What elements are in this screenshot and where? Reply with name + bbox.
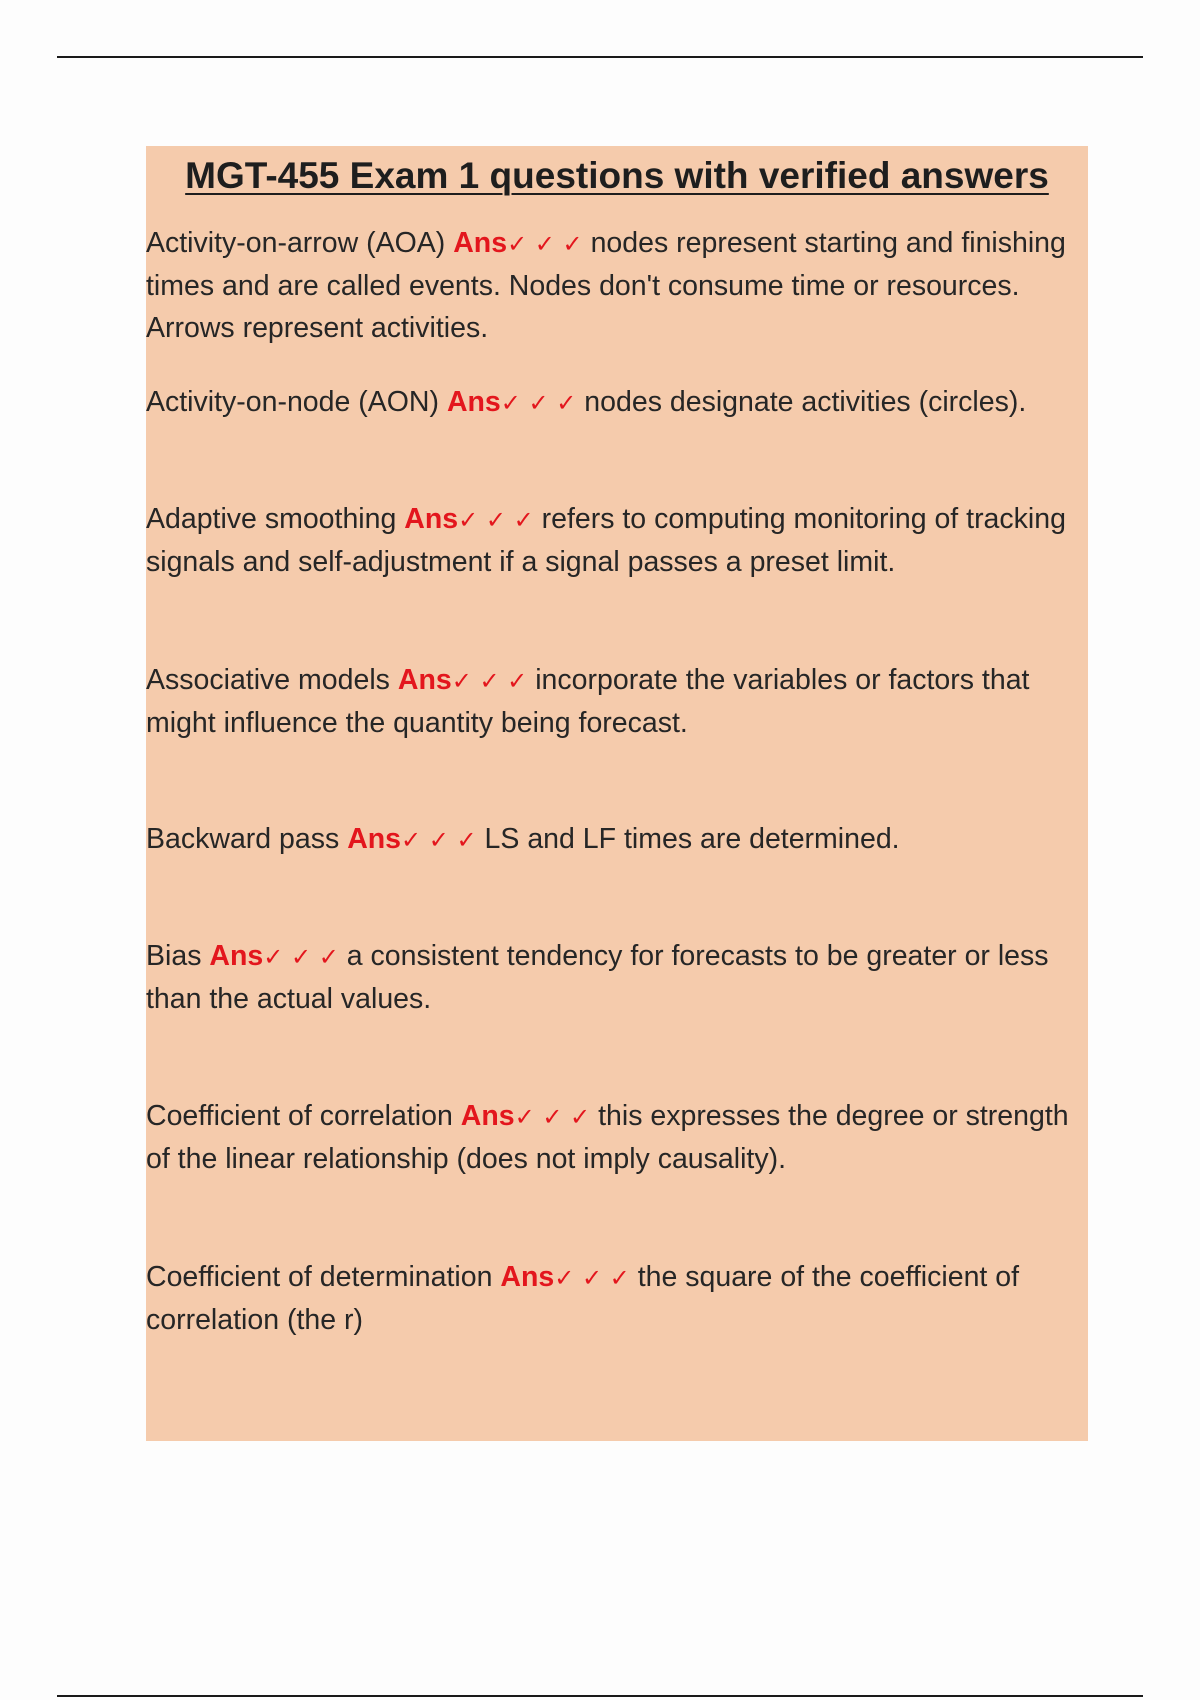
qa-definition: this expresses the degree or strength of the linear relationship (does not imply causality).: [146, 1100, 1069, 1175]
check-marks: ✓ ✓ ✓: [500, 389, 577, 417]
qa-item: [146, 498, 1081, 583]
answer-marker: Ans: [500, 1261, 555, 1293]
answer-marker: Ans: [347, 823, 402, 855]
footer-rule: [57, 1695, 1143, 1697]
check-marks: ✓ ✓ ✓: [451, 667, 528, 695]
answer-marker: Ans: [446, 386, 501, 418]
qa-item: [146, 1095, 1081, 1180]
qa-definition: incorporate the variables or factors that might influence the quantity being forecast.: [146, 664, 1030, 739]
qa-item: [146, 659, 1081, 744]
qa-item: [146, 222, 1081, 349]
check-marks: ✓ ✓ ✓: [458, 506, 534, 534]
check-marks: ✓ ✓ ✓: [514, 1103, 591, 1131]
qa-item: [146, 935, 1081, 1020]
answer-marker: Ans: [397, 664, 452, 696]
answer-marker: Ans: [209, 940, 264, 972]
check-marks: ✓ ✓ ✓: [263, 943, 339, 971]
qa-term: Backward pass: [146, 823, 340, 855]
qa-item: [146, 381, 1081, 424]
qa-term: Adaptive smoothing: [146, 503, 397, 535]
header-rule: [57, 56, 1143, 58]
qa-definition: nodes designate activities (circles).: [584, 386, 1027, 418]
answer-marker: Ans: [460, 1100, 515, 1132]
document-title: MGT-455 Exam 1 questions with verified answers: [185, 155, 1049, 196]
answer-marker: Ans: [404, 503, 459, 535]
qa-definition: a consistent tendency for forecasts to be greater or less than the actual values.: [146, 940, 1049, 1015]
qa-definition: nodes represent starting and finishing times and are called events. Nodes don't consume time or resources. Arrows represent activities.: [146, 227, 1066, 344]
qa-content-box: [146, 146, 1088, 1441]
check-marks: ✓ ✓ ✓: [401, 826, 477, 854]
check-marks: ✓ ✓ ✓: [507, 230, 583, 258]
qa-definition: LS and LF times are determined.: [484, 823, 900, 855]
qa-term: Activity-on-node (AON): [146, 386, 440, 418]
qa-definition: the square of the coefficient of correlation (the r): [146, 1261, 1020, 1336]
qa-term: Coefficient of correlation: [146, 1100, 453, 1132]
qa-term: Associative models: [146, 664, 390, 696]
qa-item: [146, 1256, 1081, 1341]
qa-term: Activity-on-arrow (AOA): [146, 227, 446, 259]
qa-term: Coefficient of determination: [146, 1261, 493, 1293]
qa-item: [146, 818, 1081, 861]
qa-term: Bias: [146, 940, 202, 972]
qa-definition: refers to computing monitoring of tracking signals and self-adjustment if a signal passes a preset limit.: [146, 503, 1066, 578]
answer-marker: Ans: [453, 227, 508, 259]
check-marks: ✓ ✓ ✓: [554, 1264, 630, 1292]
